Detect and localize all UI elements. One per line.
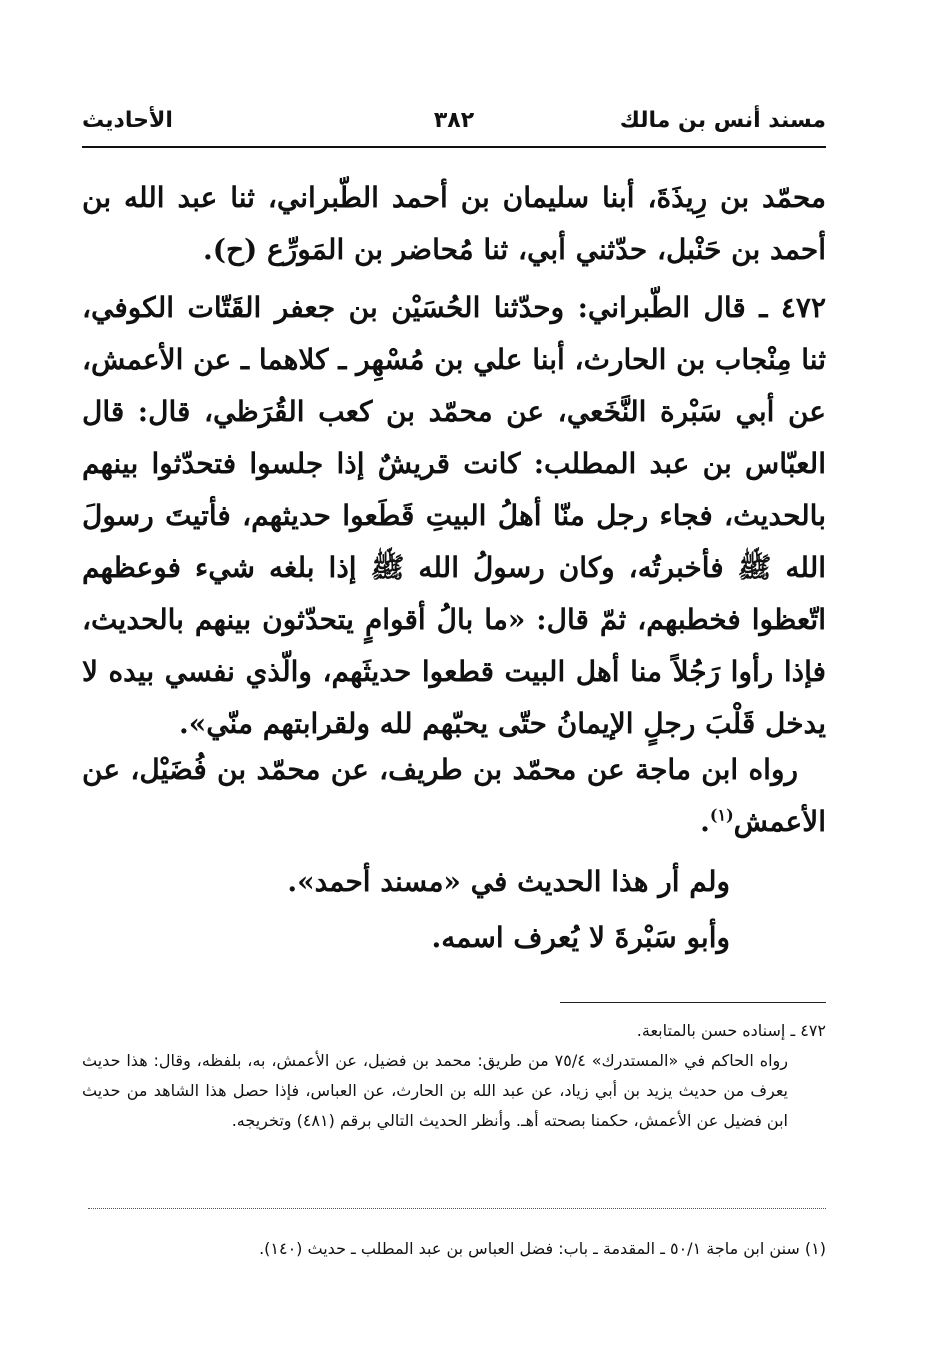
header-divider	[82, 146, 826, 148]
hadith-paragraph	[82, 282, 826, 750]
footnote: (١) سنن ابن ماجة ٥٠/١ ـ المقدمة ـ باب: فضل العباس بن عبد المطلب ـ حديث (١٤٠).	[259, 1239, 826, 1258]
editor-notes	[82, 1016, 826, 1136]
header-section-title: الأحاديث	[82, 108, 173, 133]
note-heading: ٤٧٢ ـ إسناده حسن بالمتابعة.	[636, 1021, 826, 1040]
page-header	[82, 108, 826, 144]
chain-continuation-paragraph: محمّد بن رِيذَةَ، أبنا سليمان بن أحمد الطّبراني، ثنا عبد الله بن أحمد بن حَنْبل، حدّثني أبي، ثنا مُحاضر بن المَورِّع (ح).	[82, 181, 826, 266]
footnote-divider	[88, 1208, 826, 1209]
ibn-majah-text: رواه ابن ماجة عن محمّد بن طريف، عن محمّد بن فُضَيْل، عن الأعمش	[82, 753, 826, 838]
notes-divider	[560, 1002, 826, 1003]
hadith-text: ـ قال الطّبراني: وحدّثنا الحُسَيْن بن جعفر القَتّات الكوفي، ثنا مِنْجاب بن الحارث، أبنا علي بن مُسْهِر ـ كلاهما ـ عن الأعمش، عن أبي سَبْرة النَّخَعي، عن محمّد بن كعب القُرَظي، قال: قال العبّاس بن عبد المطلب: كانت قريشٌ إذا جلسوا فتحدّثوا بينهم بالحديث، فجاء رجل منّا أهلُ البيتِ قَطَعوا حديثهم، فأتيتَ رسولَ الله ﷺ فأخبرتُه، وكان رسولُ الله ﷺ إذا بلغه شيء فوعظهم اتّعظوا فخطبهم، ثمّ قال: «ما بالُ أقوامٍ يتحدّثون بينهم بالحديث، فإذا رأوا رَجُلاً منا أهل البيت قطعوا حديثَهم، والّذي نفسي بيده لا يدخل قَلْبَ رجلٍ الإيمانُ حتّى يحبّهم لله ولقرابتهم منّي».	[82, 291, 826, 740]
not-in-musnad-paragraph: ولم أر هذا الحديث في «مسند أحمد».	[287, 865, 730, 898]
hadith-number: ٤٧٢	[780, 291, 826, 324]
abu-sabra-paragraph: وأبو سَبْرةَ لا يُعرف اسمه.	[431, 921, 730, 954]
ibn-majah-paragraph	[82, 744, 826, 848]
header-book-title: مسند أنس بن مالك	[619, 108, 826, 133]
header-page-number: ٣٨٢	[433, 108, 475, 133]
ibn-majah-end: .	[700, 805, 710, 838]
note-body: رواه الحاكم في «المستدرك» ٧٥/٤ من طريق: محمد بن فضيل، عن الأعمش، به، بلفظه، وقال: هذا حديث يعرف من حديث يزيد بن أبي زياد، عن عبد الله بن الحارث، عن العباس، فإذا حصل هذا الشاهد من حديث ابن فضيل عن الأعمش، حكمنا بصحته أهـ. وأنظر الحديث التالي برقم (٤٨١) وتخريجه.	[82, 1051, 788, 1130]
footnote-reference[interactable]: (١)	[709, 805, 734, 825]
